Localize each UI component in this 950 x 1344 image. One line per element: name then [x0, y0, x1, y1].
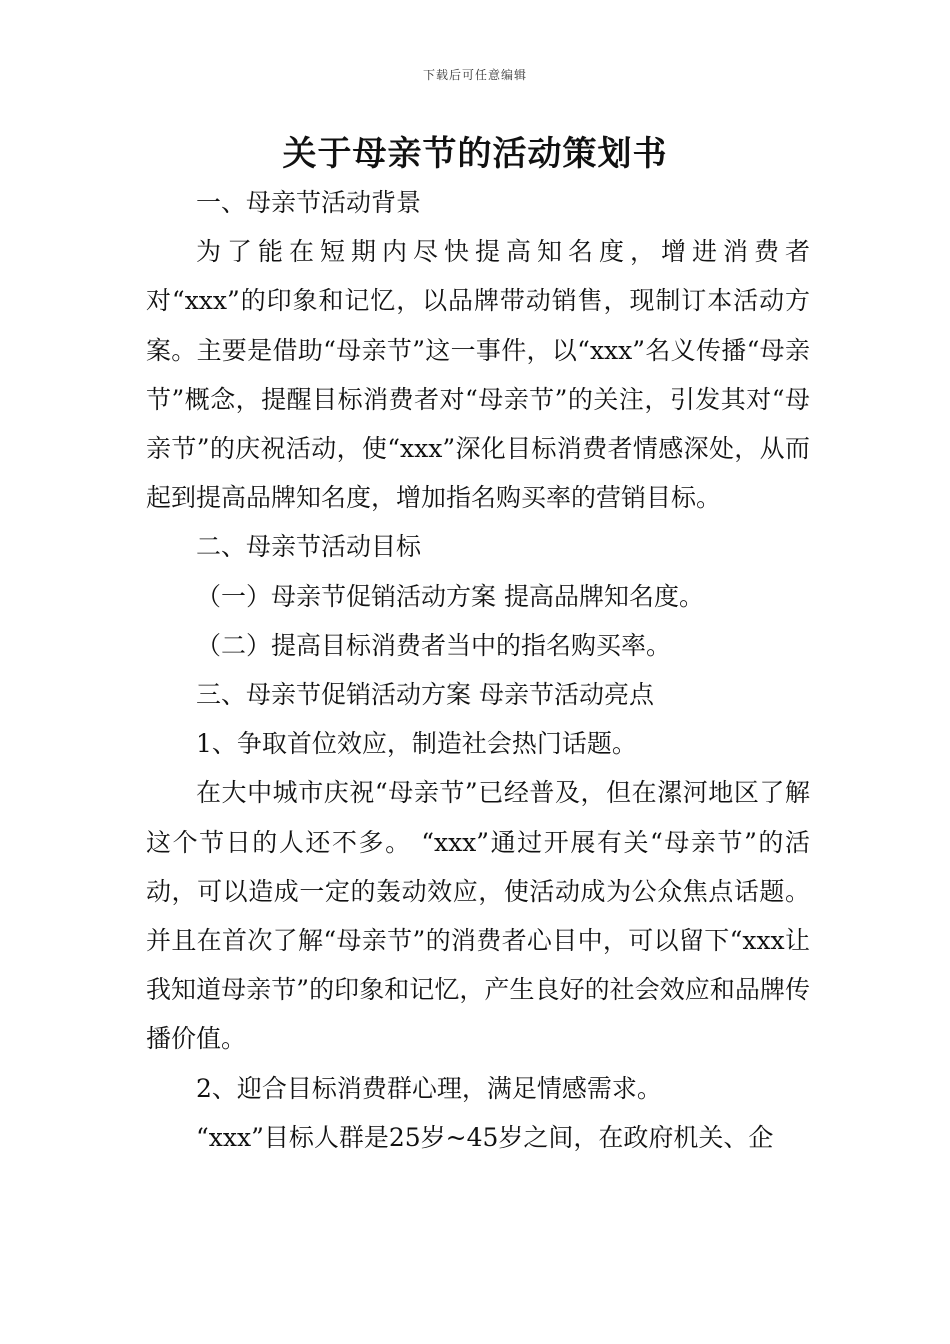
section-heading-goals: 二、母亲节活动目标 — [196, 532, 422, 562]
page-header-note: 下载后可任意编辑 — [422, 68, 527, 82]
section-heading-background: 一、母亲节活动背景 — [196, 188, 422, 217]
goal-item-2: （二）提高目标消费者当中的指名购买率。 — [196, 630, 672, 660]
paragraph-highlight-1: 在大中城市庆祝“母亲节”已经普及，但在漯河地区了解这个节日的人还不多。 “xxx”通过开展有关“母亲节”的活动，可以造成一定的轰动效应，使活动成为公众焦点话题。并且在首次了解“母亲节”的消费者心目中，可以留下“xxx让我知道母亲节”的印象和记忆，产生良好的社会效应和品牌传播价值。 — [146, 778, 810, 1054]
section-heading-highlights: 三、母亲节促销活动方案 母亲节活动亮点 — [196, 680, 654, 710]
paragraph-highlight-2: “xxx”目标人群是25岁~45岁之间，在政府机关、企 — [196, 1122, 774, 1152]
document-body — [146, 178, 810, 1162]
highlight-subheading-2: 2、迎合目标消费群心理，满足情感需求。 — [196, 1073, 662, 1103]
document-title: 关于母亲节的活动策划书 — [282, 134, 668, 174]
goal-item-1: （一）母亲节促销活动方案 提高品牌知名度。 — [196, 581, 704, 611]
paragraph-background: 为了能在短期内尽快提高知名度，增进消费者对“xxx”的印象和记忆，以品牌带动销售，现制订本活动方案。主要是借助“母亲节”这一事件，以“xxx”名义传播“母亲节”概念，提醒目标消费者对“母亲节”的关注，引发其对“母亲节”的庆祝活动，使“xxx”深化目标消费者情感深处，从而起到提高品牌知名度，增加指名购买率的营销目标。 — [146, 237, 810, 513]
highlight-subheading-1: 1、争取首位效应，制造社会热门话题。 — [196, 729, 637, 759]
